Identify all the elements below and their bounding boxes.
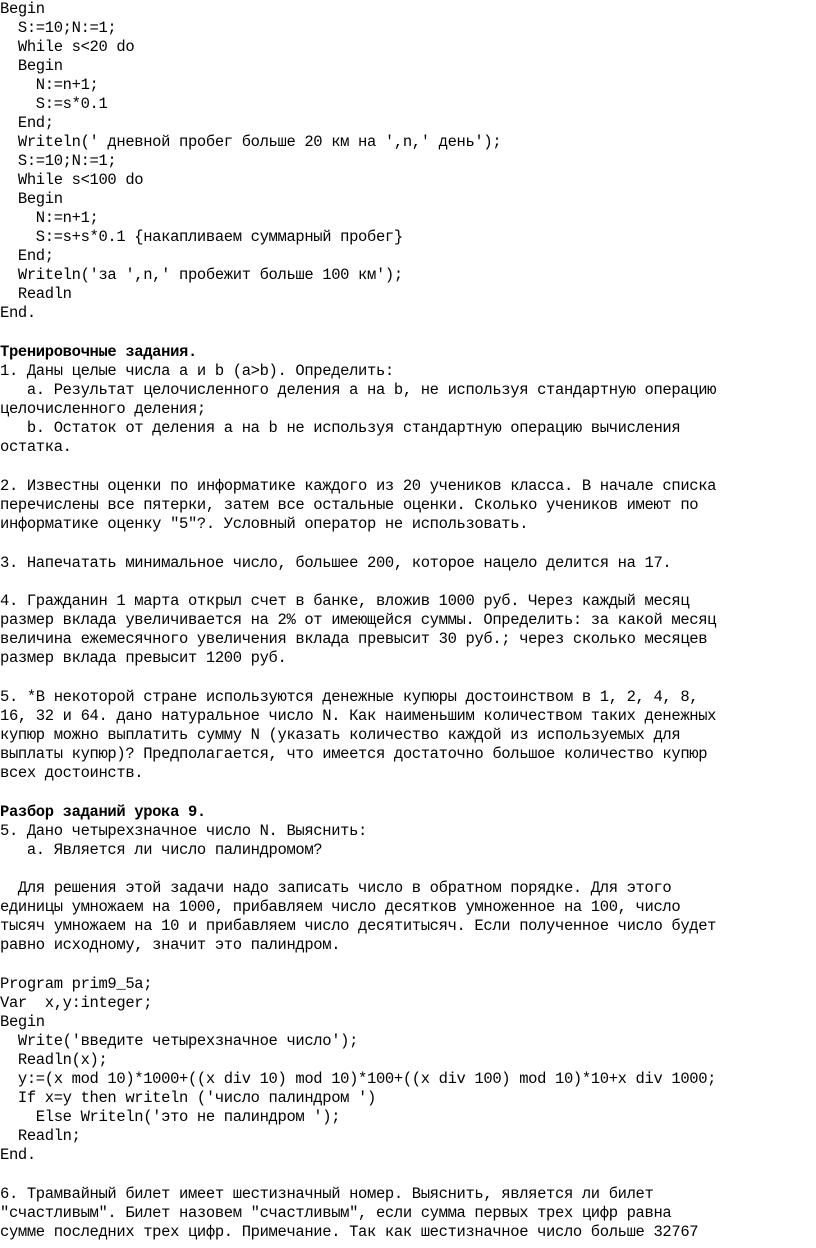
code-line: Writeln('за ',n,' пробежит больше 100 км');	[0, 266, 403, 284]
code-line: Readln;	[0, 1127, 81, 1145]
code-line: Program prim9_5a;	[0, 975, 153, 993]
code-line: While s<20 do	[0, 38, 135, 56]
code-line: Begin	[0, 1013, 45, 1031]
task-line: "счастливым". Билет назовем "счастливым", если сумма первых трех цифр равна	[0, 1204, 672, 1222]
task-line: информатике оценку "5"?. Условный оператор не использовать.	[0, 515, 529, 533]
task-line: величина ежемесячного увеличения вклада превысит 30 руб.; через сколько месяцев	[0, 630, 708, 648]
code-line: S:=s*0.1	[0, 95, 108, 113]
code-line: If x=y then writeln ('число палиндром ')	[0, 1089, 376, 1107]
code-line: Begin	[0, 57, 63, 75]
task-line: размер вклада увеличивается на 2% от имеющейся суммы. Определить: за какой месяц	[0, 611, 717, 629]
task-line: перечислены все пятерки, затем все остальные оценки. Сколько учеников имеют по	[0, 496, 699, 514]
code-line: Var x,y:integer;	[0, 994, 153, 1012]
code-line: End;	[0, 114, 54, 132]
lesson9-heading: Разбор заданий урока 9.	[0, 803, 206, 821]
training-heading: Тренировочные задания.	[0, 343, 197, 361]
code-line: N:=n+1;	[0, 209, 99, 227]
code-line: Write('введите четырехзначное число');	[0, 1032, 359, 1050]
code-line: Readln(x);	[0, 1051, 108, 1069]
task-line: 4. Гражданин 1 марта открыл счет в банке, вложив 1000 руб. Через каждый месяц	[0, 592, 690, 610]
task-line: 16, 32 и 64. дано натуральное число N. Как наименьшим количеством таких денежных	[0, 707, 717, 725]
task-line: остатка.	[0, 438, 72, 456]
code-line: Readln	[0, 285, 72, 303]
task-line: размер вклада превысит 1200 руб.	[0, 649, 287, 667]
code-line: Begin	[0, 190, 63, 208]
code-line: S:=10;N:=1;	[0, 152, 117, 170]
code-line: End.	[0, 304, 36, 322]
paragraph-line: тысяч умножаем на 10 и прибавляем число десятитысяч. Если полученное число будет	[0, 917, 717, 935]
paragraph-line: равно исходному, значит это палиндром.	[0, 936, 341, 954]
code-line: End.	[0, 1146, 36, 1164]
code-line: Writeln(' дневной пробег больше 20 км на ',n,' день');	[0, 133, 502, 151]
task-line: b. Остаток от деления a на b не используя стандартную операцию вычисления	[0, 419, 681, 437]
code-line: End;	[0, 247, 54, 265]
code-line: S:=10;N:=1;	[0, 19, 117, 37]
task-line: купюр можно выплатить сумму N (указать количество каждой из используемых для	[0, 726, 681, 744]
code-line: While s<100 do	[0, 171, 144, 189]
task-line: a. Является ли число палиндромом?	[0, 841, 323, 859]
task-line: сумме последних трех цифр. Примечание. Так как шестизначное число больше 32767	[0, 1223, 699, 1241]
task-line: 5. Дано четырехзначное число N. Выяснить:	[0, 822, 368, 840]
paragraph-line: единицы умножаем на 1000, прибавляем число десятков умноженное на 100, число	[0, 898, 681, 916]
task-line: 1. Даны целые числа a и b (a>b). Определить:	[0, 362, 394, 380]
task-line: 3. Напечатать минимальное число, большее 200, которое нацело делится на 17.	[0, 554, 672, 572]
code-line: Begin	[0, 0, 45, 18]
task-line: 5. *В некоторой стране используются денежные купюры достоинством в 1, 2, 4, 8,	[0, 688, 699, 706]
code-line: S:=s+s*0.1 {накапливаем суммарный пробег}	[0, 228, 403, 246]
task-line: выплаты купюр)? Предполагается, что имеется достаточно большое количество купюр	[0, 745, 708, 763]
task-line: 2. Известны оценки по информатике каждого из 20 учеников класса. В начале списка	[0, 477, 717, 495]
paragraph-line: Для решения этой задачи надо записать число в обратном порядке. Для этого	[0, 879, 672, 897]
task-line: a. Результат целочисленного деления a на b, не используя стандартную операцию	[0, 381, 717, 399]
task-line: целочисленного деления;	[0, 400, 206, 418]
code-line: y:=(x mod 10)*1000+((x div 10) mod 10)*100+((x div 100) mod 10)*10+x div 1000;	[0, 1070, 717, 1088]
code-line: N:=n+1;	[0, 76, 99, 94]
code-line: Else Writeln('это не палиндром ');	[0, 1108, 341, 1126]
task-line: всех достоинств.	[0, 764, 144, 782]
task-line: 6. Трамвайный билет имеет шестизначный номер. Выяснить, является ли билет	[0, 1185, 654, 1203]
